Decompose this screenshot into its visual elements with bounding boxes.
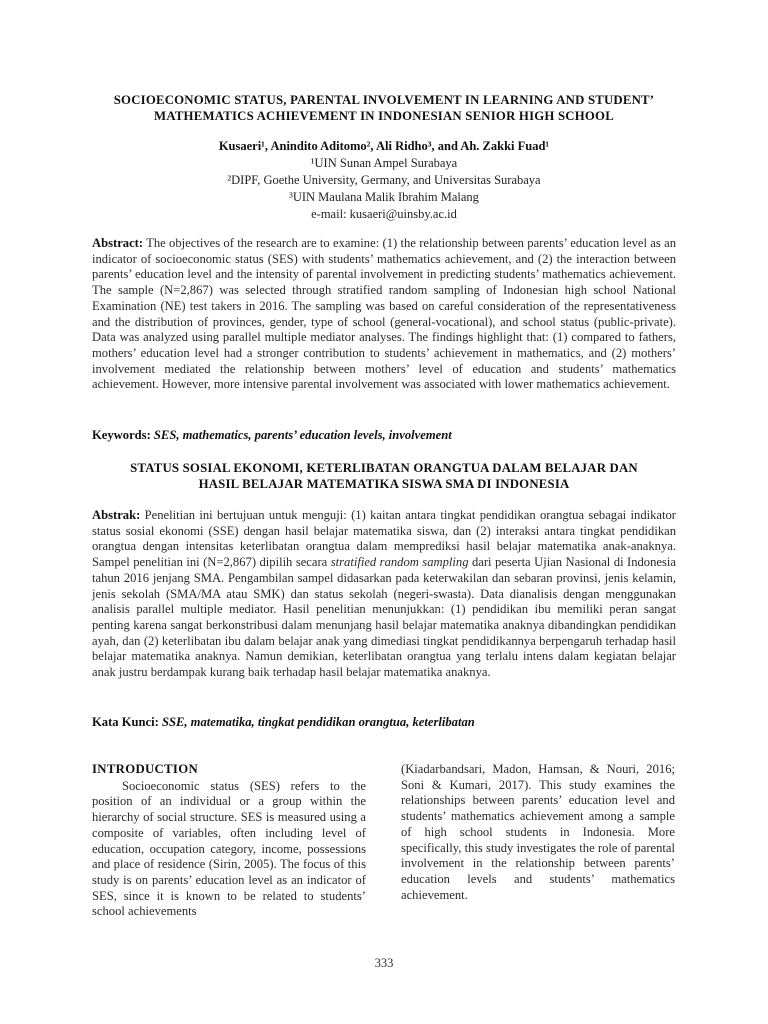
keywords-label: Keywords: [92,428,151,442]
introduction-left-column [92,762,366,920]
keywords-text: SES, mathematics, parents’ education levels, involvement [150,428,452,442]
introduction-right-column [401,762,675,903]
title-id-line-2: HASIL BELAJAR MATEMATIKA SISWA SMA DI INDONESIA [198,477,570,491]
author-names: Kusaeri¹, Anindito Aditomo², Ali Ridho³, and Ah. Zakki Fuad¹ [218,139,550,153]
abstrak-text-2: dari peserta Ujian Nasional di Indonesia tahun 2016 jenjang SMA. Pengambilan sampel didasarkan pada keterwakilan dan sebaran provinsi, jenis kelamin, jenis sekolah (SMA/MA atau SMK) dan status sekolah (negeri-swasta). Data dianalisis dengan menggunakan analisis parallel multiple mediator. Hasil penelitian menunjukkan: (1) pendidikan ibu memiliki peran sangat penting karena sangat berkonstribusi dalam menunjang hasil belajar matematika anaknya dibandingkan pendidikan ayah, dan (2) keterlibatan ibu dalam belajar anak yang dimediasi tingkat pendidikannya berpengaruh terhadap hasil belajar matematika anaknya. Namun demikian, keterlibatan orangtua yang terlalu intens dalam kegiatan belajar anak justru berdampak kurang baik terhadap hasil belajar matematika anaknya. [92,555,676,680]
introduction-paragraph-right: (Kiadarbandsari, Madon, Hamsan, & Nouri, 2016; Soni & Kumari, 2017). This study examines the relationships between parents’ education level and students’ mathematics achievement among a sample of high school students in Indonesia. More specifically, this study investigates the role of parental involvement in the relationship between parents’ education levels and students’ mathematics achievement. [401,762,675,902]
introduction-heading: INTRODUCTION [92,762,198,776]
title-id-line-1: STATUS SOSIAL EKONOMI, KETERLIBATAN ORANGTUA DALAM BELAJAR DAN [130,461,638,475]
page-number: 333 [374,956,394,970]
kata-kunci-label: Kata Kunci: [92,715,159,729]
abstract-label: Abstract: [92,236,144,250]
abstract-indonesian [92,508,676,681]
author-email: e-mail: kusaeri@uinsby.ac.id [311,207,457,221]
paper-title-indonesian [70,460,698,492]
paper-title-english [70,92,698,124]
keywords-english [92,428,676,444]
affiliation-2: ²DIPF, Goethe University, Germany, and Universitas Surabaya [227,173,541,187]
title-line-1: SOCIOECONOMIC STATUS, PARENTAL INVOLVEMENT IN LEARNING AND STUDENT’ [113,93,655,107]
keywords-indonesian [92,715,676,731]
affiliation-1: ¹UIN Sunan Ampel Surabaya [310,156,458,170]
abstract-english [92,236,676,393]
abstrak-italic-term: stratified random sampling [330,555,469,570]
abstract-text: The objectives of the research are to examine: (1) the relationship between parents’ education level as an indicator of socioeconomic status (SES) with students’ mathematics achievement, and (2) the interaction between parents’ education level and the intensity of parental involvement in predicting students’ mathematics achievement. The sample (N=2,867) was selected through stratified random sampling of Indonesian high school National Examination (NE) test takers in 2016. The sampling was based on careful consideration of the representativeness and the distribution of provinces, gender, type of school (general-vocational), and school status (public-private). Data was analyzed using parallel multiple mediator analyses. The findings highlight that: (1) compared to fathers, mothers’ education level had a stronger contribution to students’ achievement in mathematics, and (2) mothers’ involvement mediated the relationship between mothers’ level of education and students’ mathematics achievement. However, more intensive parental involvement was associated with lower mathematics achievement. [92,236,676,392]
abstrak-text-1: Penelitian ini bertujuan untuk menguji: (1) kaitan antara tingkat pendidikan orangtua sebagai indikator status sosial ekonomi (SSE) dengan hasil belajar matematika siswa, dan (2) interaksi antara tingkat pendidikan orangtua dengan intensitas keterlibatan orangtua dalam memprediksi hasil belajar matematika anak-anaknya. Sampel penelitian ini (N=2,867) dipilih secara [92,508,676,570]
abstrak-label: Abstrak: [92,508,141,522]
author-block [90,138,678,223]
affiliation-3: ³UIN Maulana Malik Ibrahim Malang [289,190,479,204]
kata-kunci-text: SSE, matematika, tingkat pendidikan orangtua, keterlibatan [158,715,475,729]
introduction-paragraph-left: Socioeconomic status (SES) refers to the position of an individual or a group within the hierarchy of social structure. SES is measured using a composite of variables, often including level of education, occupation category, income, possessions and place of residence (Sirin, 2005). The focus of this study is on parents’ education level as an indicator of SES, since it is known to be related to students’ school achievements [92,778,366,919]
title-line-2: MATHEMATICS ACHIEVEMENT IN INDONESIAN SENIOR HIGH SCHOOL [154,109,614,123]
